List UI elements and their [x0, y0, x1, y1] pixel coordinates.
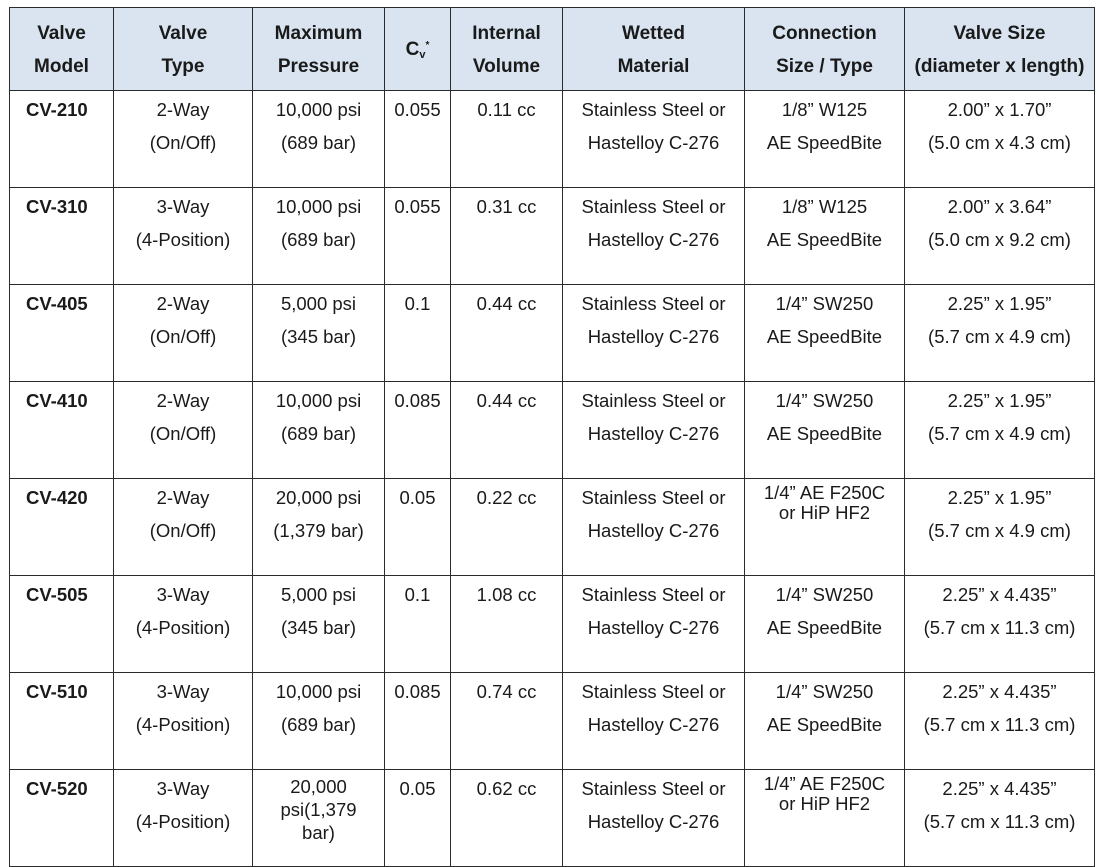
cell-line: 1/4” SW250 [775, 681, 874, 702]
cell-line: (5.7 cm x 11.3 cm) [923, 714, 1076, 735]
cell-line: Stainless Steel or [581, 99, 726, 120]
cell-valve-type [114, 91, 253, 188]
cell-line: 2.25” x 4.435” [942, 778, 1057, 799]
header-valve-model [10, 8, 114, 91]
cell-valve-type [114, 382, 253, 479]
cell-maximum-pressure [253, 382, 385, 479]
cell-line: 2.25” x 1.95” [947, 390, 1052, 411]
header-connection [745, 8, 905, 91]
cell-wetted-material [563, 576, 745, 673]
header-text: Internal [472, 23, 541, 44]
cell-line: 3-Way [156, 196, 210, 217]
cell-cv: 0.05 [385, 770, 451, 867]
cell-line: 20,000 [290, 776, 347, 797]
cell-line: AE SpeedBite [766, 326, 883, 347]
cell-line: Stainless Steel or [581, 390, 726, 411]
cell-cv: 0.055 [385, 91, 451, 188]
cell-line: Hastelloy C-276 [587, 811, 720, 832]
cell-line: Stainless Steel or [581, 293, 726, 314]
cell-valve-model: CV-410 [10, 382, 114, 479]
cell-maximum-pressure [253, 673, 385, 770]
cell-line: AE SpeedBite [766, 617, 883, 638]
cell-valve-type [114, 770, 253, 867]
cell-internal-volume: 0.74 cc [451, 673, 563, 770]
cell-line: 2-Way [156, 99, 210, 120]
cell-maximum-pressure [253, 285, 385, 382]
cell-line: or HiP HF2 [778, 793, 871, 814]
table-header [10, 8, 1095, 91]
header-valve-size [905, 8, 1095, 91]
cell-line: (1,379 bar) [273, 520, 364, 541]
cell-line: Stainless Steel or [581, 681, 726, 702]
cell-maximum-pressure [253, 576, 385, 673]
cell-line: 2-Way [156, 293, 210, 314]
cell-line: (On/Off) [149, 520, 217, 541]
cell-line: 20,000 psi [275, 487, 362, 508]
cell-line: (4-Position) [135, 617, 231, 638]
cell-line: 10,000 psi [275, 390, 362, 411]
cell-connection [745, 285, 905, 382]
cell-line: 10,000 psi [275, 196, 362, 217]
cell-wetted-material [563, 479, 745, 576]
header-cv-subscript: v [419, 48, 426, 61]
header-wetted-material [563, 8, 745, 91]
header-internal-volume [451, 8, 563, 91]
cell-line: 2.00” x 1.70” [947, 99, 1052, 120]
cell-wetted-material [563, 285, 745, 382]
header-cv-footnote-marker: * [425, 39, 430, 51]
cell-line: (On/Off) [149, 132, 217, 153]
cell-line: Stainless Steel or [581, 584, 726, 605]
cell-cv: 0.085 [385, 382, 451, 479]
cell-valve-size [905, 382, 1095, 479]
cell-line: (689 bar) [280, 423, 357, 444]
cell-connection [745, 673, 905, 770]
cell-line: AE SpeedBite [766, 714, 883, 735]
header-text: (diameter x length) [914, 56, 1085, 77]
cell-valve-size [905, 188, 1095, 285]
cell-line: (On/Off) [149, 423, 217, 444]
table-row [10, 479, 1095, 576]
header-text: Valve [37, 23, 86, 44]
cell-connection [745, 382, 905, 479]
header-maximum-pressure [253, 8, 385, 91]
cell-connection [745, 479, 905, 576]
cell-maximum-pressure [253, 770, 385, 867]
cell-connection [745, 576, 905, 673]
cell-valve-size [905, 285, 1095, 382]
cell-line: (5.7 cm x 11.3 cm) [923, 617, 1076, 638]
cell-line: 2.25” x 4.435” [942, 681, 1057, 702]
cell-cv: 0.055 [385, 188, 451, 285]
cell-line: 2-Way [156, 487, 210, 508]
cell-line: (5.7 cm x 11.3 cm) [923, 811, 1076, 832]
cell-line: (4-Position) [135, 811, 231, 832]
cell-line: (4-Position) [135, 229, 231, 250]
cell-line: Stainless Steel or [581, 487, 726, 508]
header-text: Material [617, 56, 690, 77]
cell-cv: 0.05 [385, 479, 451, 576]
table-row [10, 285, 1095, 382]
cell-line: (345 bar) [280, 617, 357, 638]
cell-valve-model: CV-420 [10, 479, 114, 576]
cell-internal-volume: 1.08 cc [451, 576, 563, 673]
cell-maximum-pressure [253, 188, 385, 285]
cell-line: 3-Way [156, 778, 210, 799]
cell-line: 1/8” W125 [781, 99, 868, 120]
cell-line: (5.7 cm x 4.9 cm) [928, 326, 1071, 347]
cell-valve-model: CV-310 [10, 188, 114, 285]
cell-line: (689 bar) [280, 132, 357, 153]
cell-connection [745, 188, 905, 285]
cell-line: Stainless Steel or [581, 778, 726, 799]
cell-line: 1/4” SW250 [775, 293, 874, 314]
cell-line: psi(1,379 [280, 799, 357, 820]
cell-internal-volume: 0.22 cc [451, 479, 563, 576]
cell-internal-volume: 0.62 cc [451, 770, 563, 867]
header-text: Valve [158, 23, 208, 44]
cell-line: 5,000 psi [280, 584, 357, 605]
table-row [10, 576, 1095, 673]
cell-line: bar) [302, 822, 335, 843]
cell-connection [745, 770, 905, 867]
cell-line: Hastelloy C-276 [587, 229, 720, 250]
cell-line: 3-Way [156, 584, 210, 605]
cell-line: 1/4” AE F250C [763, 773, 886, 794]
cell-valve-type [114, 576, 253, 673]
cell-line: (689 bar) [280, 714, 357, 735]
cell-valve-size [905, 576, 1095, 673]
cell-wetted-material [563, 188, 745, 285]
header-row [10, 8, 1095, 91]
cell-line: (4-Position) [135, 714, 231, 735]
cell-valve-type [114, 673, 253, 770]
cell-line: 3-Way [156, 681, 210, 702]
cell-line: Hastelloy C-276 [587, 617, 720, 638]
cell-line: 1/4” SW250 [775, 390, 874, 411]
cell-cv: 0.1 [385, 285, 451, 382]
cell-line: (On/Off) [149, 326, 217, 347]
table-row [10, 91, 1095, 188]
header-valve-type [114, 8, 253, 91]
cell-valve-model: CV-210 [10, 91, 114, 188]
cell-line: 10,000 psi [275, 681, 362, 702]
cell-valve-model: CV-405 [10, 285, 114, 382]
cell-valve-size [905, 91, 1095, 188]
cell-line: 2.25” x 1.95” [947, 293, 1052, 314]
cell-line: 1/4” AE F250C [763, 482, 886, 503]
cell-line: (345 bar) [280, 326, 357, 347]
cell-line: Stainless Steel or [581, 196, 726, 217]
header-text: Volume [472, 56, 541, 77]
cell-line: 2.25” x 1.95” [947, 487, 1052, 508]
header-text: Wetted [622, 23, 685, 44]
cell-valve-type [114, 285, 253, 382]
cell-wetted-material [563, 382, 745, 479]
cell-valve-model: CV-520 [10, 770, 114, 867]
table-body [10, 91, 1095, 867]
cell-line: Hastelloy C-276 [587, 132, 720, 153]
cell-valve-model: CV-505 [10, 576, 114, 673]
header-text: Valve Size [953, 23, 1046, 44]
cell-line: (5.0 cm x 4.3 cm) [928, 132, 1071, 153]
cell-wetted-material [563, 770, 745, 867]
cell-internal-volume: 0.11 cc [451, 91, 563, 188]
cell-line: 10,000 psi [275, 99, 362, 120]
cell-line: 1/4” SW250 [775, 584, 874, 605]
cell-valve-type [114, 188, 253, 285]
cell-connection [745, 91, 905, 188]
cell-cv: 0.085 [385, 673, 451, 770]
header-text: Connection [772, 23, 877, 44]
cell-valve-size [905, 770, 1095, 867]
cell-cv: 0.1 [385, 576, 451, 673]
cell-line: (689 bar) [280, 229, 357, 250]
table-row [10, 770, 1095, 867]
cell-valve-size [905, 479, 1095, 576]
cell-line: 2.25” x 4.435” [942, 584, 1057, 605]
cell-internal-volume: 0.44 cc [451, 382, 563, 479]
cell-line: Hastelloy C-276 [587, 423, 720, 444]
cell-wetted-material [563, 673, 745, 770]
cell-line: 5,000 psi [280, 293, 357, 314]
cell-wetted-material [563, 91, 745, 188]
header-text: C [405, 38, 420, 60]
table-row [10, 382, 1095, 479]
cell-line: Hastelloy C-276 [587, 326, 720, 347]
cell-line: Hastelloy C-276 [587, 520, 720, 541]
header-cv [385, 8, 451, 91]
header-text: Type [161, 56, 205, 77]
cell-line: (5.7 cm x 4.9 cm) [928, 423, 1071, 444]
cell-valve-type [114, 479, 253, 576]
cell-line: AE SpeedBite [766, 229, 883, 250]
cell-valve-size [905, 673, 1095, 770]
cell-line: Hastelloy C-276 [587, 714, 720, 735]
header-text: Pressure [277, 56, 360, 77]
table-row [10, 188, 1095, 285]
header-text: Maximum [274, 23, 363, 44]
cell-line: 2-Way [156, 390, 210, 411]
cell-maximum-pressure [253, 91, 385, 188]
header-text: Model [34, 56, 89, 77]
table-row [10, 673, 1095, 770]
cell-maximum-pressure [253, 479, 385, 576]
cell-line: AE SpeedBite [766, 423, 883, 444]
valve-spec-table [9, 7, 1095, 867]
cell-line: 1/8” W125 [781, 196, 868, 217]
cell-valve-model: CV-510 [10, 673, 114, 770]
header-text: Size / Type [776, 56, 873, 77]
cell-internal-volume: 0.31 cc [451, 188, 563, 285]
cell-line: or HiP HF2 [778, 502, 871, 523]
cell-line: (5.0 cm x 9.2 cm) [928, 229, 1071, 250]
cell-line: AE SpeedBite [766, 132, 883, 153]
cell-internal-volume: 0.44 cc [451, 285, 563, 382]
cell-line: (5.7 cm x 4.9 cm) [928, 520, 1071, 541]
cell-line: 2.00” x 3.64” [947, 196, 1052, 217]
